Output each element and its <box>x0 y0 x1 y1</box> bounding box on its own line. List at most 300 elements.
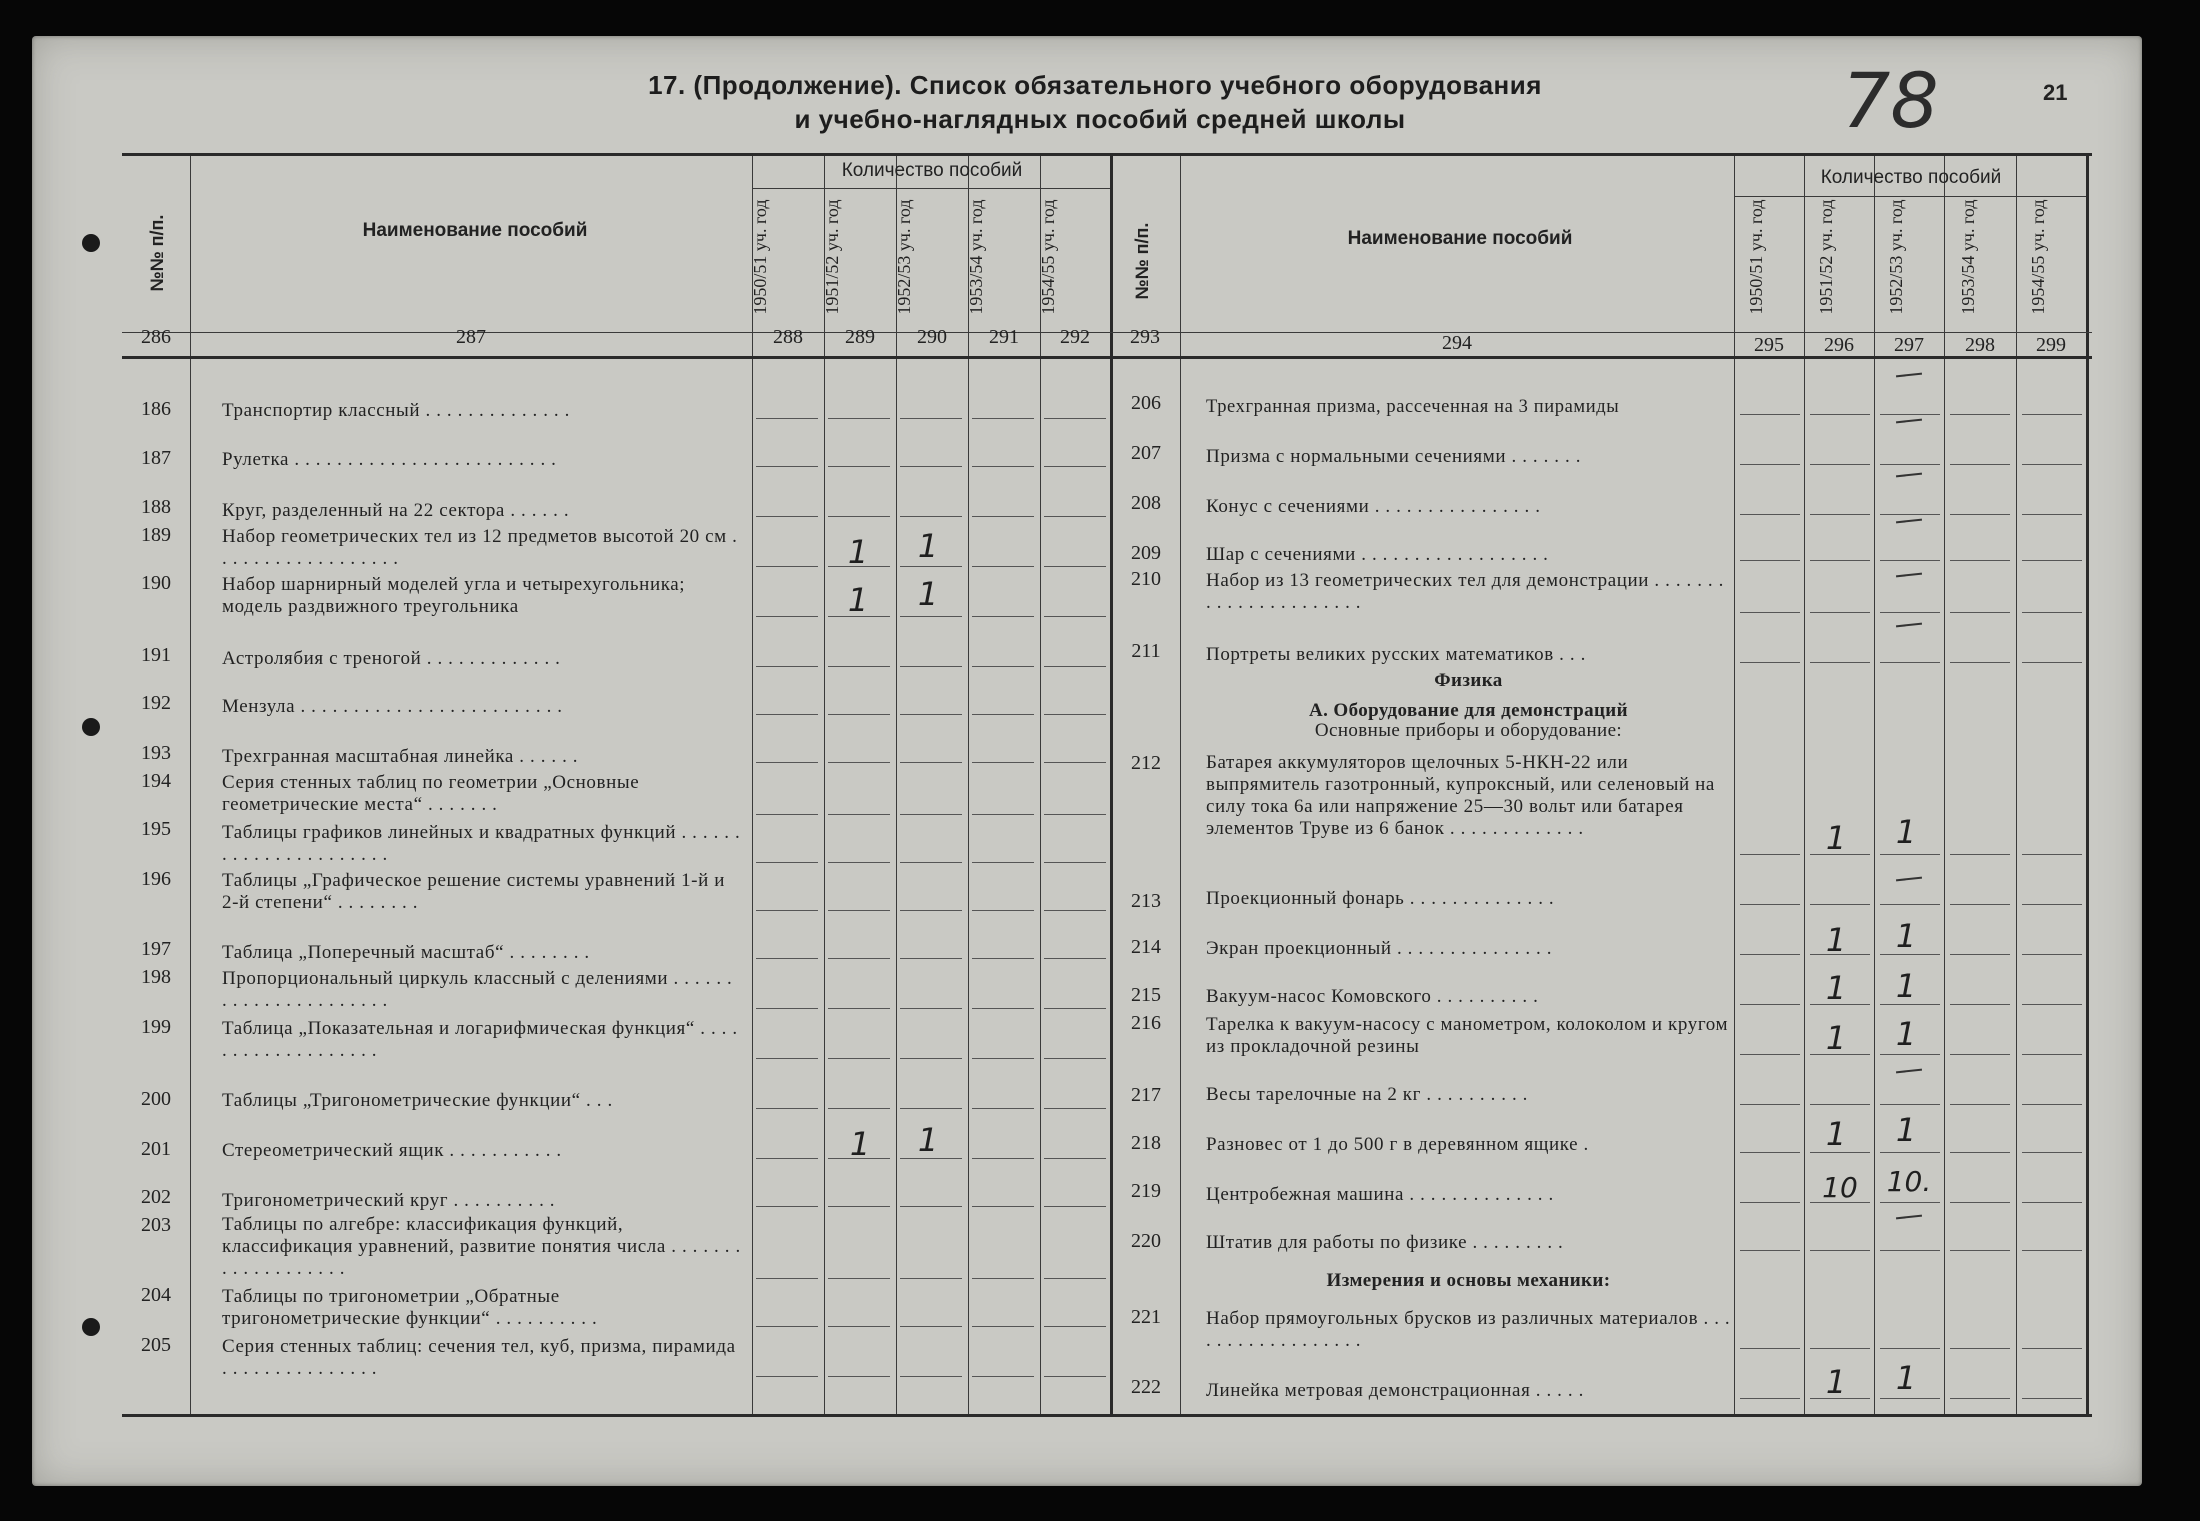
cell-rule <box>756 1058 818 1059</box>
cell-rule <box>900 516 962 517</box>
cell-rule <box>1880 1348 1940 1349</box>
row-number: 206 <box>1131 392 1161 414</box>
row-number: 222 <box>1131 1376 1161 1398</box>
column-number: 289 <box>845 326 875 348</box>
cell-rule <box>972 910 1034 911</box>
cell-rule <box>900 814 962 815</box>
cell-rule <box>1880 904 1940 905</box>
title-line-2: и учебно-наглядных пособий средней школы <box>794 104 1406 134</box>
row-text: Проекционный фонарь . . . . . . . . . . . . . . <box>1206 888 1555 909</box>
cell-rule <box>756 958 818 959</box>
cell-rule <box>900 566 962 567</box>
cell-rule <box>828 1008 890 1009</box>
cell-rule <box>1740 514 1800 515</box>
row-number: 217 <box>1131 1084 1161 1106</box>
row-text: Трехгранная масштабная линейка . . . . . . <box>222 746 579 767</box>
year-header: 1953/54 уч. год <box>966 199 986 315</box>
column-number: 290 <box>917 326 947 348</box>
cell-rule <box>972 1206 1034 1207</box>
cell-rule <box>2022 1054 2082 1055</box>
year-header: 1953/54 уч. год <box>1958 199 1978 315</box>
cell-rule <box>1950 464 2010 465</box>
cell-rule <box>1880 414 1940 415</box>
cell-rule <box>2022 1104 2082 1105</box>
cell-rule <box>756 466 818 467</box>
cell-rule <box>2022 560 2082 561</box>
cell-rule <box>900 466 962 467</box>
row-number: 186 <box>141 398 171 420</box>
cell-rule <box>1880 854 1940 855</box>
row-text: Таблицы графиков линейных и квадратных функций . . . . . . . . . . . . . . . . . . . . . . <box>222 822 741 865</box>
row-number: 194 <box>141 770 171 792</box>
cell-rule <box>1044 1108 1106 1109</box>
cell-rule <box>900 1326 962 1327</box>
row-text: Набор шарнирный моделей угла и четырехугольника; модель раздвижного треугольника <box>222 574 686 617</box>
row-text: Шар с сечениями . . . . . . . . . . . . . . . . . . <box>1206 544 1549 565</box>
num-header-right: №№ п/п. <box>1132 222 1152 300</box>
cell-rule <box>900 1278 962 1279</box>
cell-rule <box>1950 1348 2010 1349</box>
cell-rule <box>756 616 818 617</box>
cell-rule <box>2022 514 2082 515</box>
row-number: 187 <box>141 447 171 469</box>
cell-rule <box>1740 954 1800 955</box>
column-number: 288 <box>773 326 803 348</box>
cell-rule <box>1810 1250 1870 1251</box>
handwritten-number: 78 <box>1842 56 1939 145</box>
row-number: 210 <box>1131 568 1161 590</box>
cell-rule <box>1044 1206 1106 1207</box>
row-text: Мензула . . . . . . . . . . . . . . . . . . . . . . . . . <box>222 696 563 717</box>
column-number: 299 <box>2036 334 2066 356</box>
cell-rule <box>756 910 818 911</box>
cell-rule <box>756 1326 818 1327</box>
cell-rule <box>1044 466 1106 467</box>
cell-rule <box>1950 414 2010 415</box>
row-number: 188 <box>141 496 171 518</box>
handwritten-mark: 1 <box>1895 813 1917 851</box>
cell-rule <box>1044 418 1106 419</box>
year-header: 1952/53 уч. год <box>1886 199 1906 315</box>
handwritten-mark: 1 <box>1825 819 1847 857</box>
cell-rule <box>2022 1004 2082 1005</box>
row-number: 198 <box>141 966 171 988</box>
handwritten-mark: 1 <box>847 581 869 619</box>
section-demo: А. Оборудование для демонстраций <box>1308 700 1629 721</box>
row-text: Таблицы по алгебре: классификация функций, классификация уравнений, развитие понятия числа . . . . . . . . . . . . . . . . . . . <box>222 1214 741 1279</box>
cell-rule <box>1740 662 1800 663</box>
row-text: Разновес от 1 до 500 г в деревянном ящике . <box>1206 1134 1589 1155</box>
handwritten-mark: 10 <box>1822 1171 1858 1204</box>
cell-rule <box>756 814 818 815</box>
cell-rule <box>1810 662 1870 663</box>
year-header: 1954/55 уч. год <box>1038 199 1058 315</box>
cell-rule <box>828 910 890 911</box>
cell-rule <box>900 862 962 863</box>
qty-header-right: Количество пособий <box>1820 167 2002 188</box>
cell-rule <box>1810 1104 1870 1105</box>
cell-rule <box>756 1108 818 1109</box>
cell-rule <box>972 566 1034 567</box>
row-number: 201 <box>141 1138 171 1160</box>
cell-rule <box>1810 1348 1870 1349</box>
cell-rule <box>756 566 818 567</box>
cell-rule <box>756 1008 818 1009</box>
row-number: 216 <box>1131 1012 1161 1034</box>
cell-rule <box>972 466 1034 467</box>
row-number: 204 <box>141 1284 171 1306</box>
cell-rule <box>756 1206 818 1207</box>
row-number: 202 <box>141 1186 171 1208</box>
row-text: Круг, разделенный на 22 сектора . . . . . . <box>222 500 570 521</box>
row-number: 208 <box>1131 492 1161 514</box>
cell-rule <box>1740 464 1800 465</box>
handwritten-mark: 1 <box>1825 1363 1847 1401</box>
handwritten-mark: 1 <box>1895 1359 1917 1397</box>
row-text: Набор геометрических тел из 12 предметов высотой 20 см . . . . . . . . . . . . . . . . . . <box>222 526 738 569</box>
cell-rule <box>1950 1104 2010 1105</box>
cell-rule <box>2022 854 2082 855</box>
cell-rule <box>1880 1202 1940 1203</box>
row-number: 205 <box>141 1334 171 1356</box>
year-header: 1950/51 уч. год <box>1746 199 1766 315</box>
row-text: Таблицы „Графическое решение системы уравнений 1-й и 2-й степени“ . . . . . . . . <box>222 870 725 913</box>
num-header-left: №№ п/п. <box>147 214 167 292</box>
cell-rule <box>1740 1152 1800 1153</box>
cell-rule <box>1044 1008 1106 1009</box>
name-header-left: Наименование пособий <box>362 220 588 241</box>
cell-rule <box>2022 464 2082 465</box>
handwritten-mark: 1 <box>917 575 939 613</box>
cell-rule <box>1740 1104 1800 1105</box>
cell-rule <box>828 1278 890 1279</box>
cell-rule <box>1044 862 1106 863</box>
column-number: 294 <box>1442 332 1472 354</box>
cell-rule <box>756 1278 818 1279</box>
year-header: 1951/52 уч. год <box>822 199 842 315</box>
cell-rule <box>972 1008 1034 1009</box>
cell-rule <box>1880 612 1940 613</box>
cell-rule <box>828 1206 890 1207</box>
row-text: Экран проекционный . . . . . . . . . . . . . . . <box>1206 938 1553 959</box>
cell-rule <box>1044 516 1106 517</box>
cell-rule <box>828 418 890 419</box>
cell-rule <box>828 1108 890 1109</box>
cell-rule <box>900 958 962 959</box>
cell-rule <box>972 1158 1034 1159</box>
cell-rule <box>1950 1054 2010 1055</box>
cell-rule <box>1950 854 2010 855</box>
cell-rule <box>1740 560 1800 561</box>
row-text: Набор прямоугольных брусков из различных материалов . . . . . . . . . . . . . . . . . . <box>1206 1308 1731 1351</box>
column-number: 296 <box>1824 334 1854 356</box>
row-text: Трехгранная призма, рассеченная на 3 пирамиды <box>1206 397 1620 417</box>
row-number: 191 <box>141 644 171 666</box>
column-number: 297 <box>1894 334 1924 356</box>
row-number: 221 <box>1131 1306 1161 1328</box>
row-number: 212 <box>1131 752 1161 774</box>
cell-rule <box>756 762 818 763</box>
cell-rule <box>900 1376 962 1377</box>
cell-rule <box>972 1058 1034 1059</box>
cell-rule <box>900 1108 962 1109</box>
row-number: 214 <box>1131 936 1161 958</box>
cell-rule <box>828 762 890 763</box>
cell-rule <box>900 616 962 617</box>
handwritten-mark: 1 <box>917 1121 939 1159</box>
handwritten-mark: 1 <box>847 533 869 571</box>
cell-rule <box>972 958 1034 959</box>
cell-rule <box>1740 1054 1800 1055</box>
handwritten-mark: 1 <box>1825 1019 1847 1057</box>
year-header: 1954/55 уч. год <box>2028 199 2048 315</box>
cell-rule <box>756 862 818 863</box>
cell-rule <box>900 1008 962 1009</box>
cell-rule <box>756 1158 818 1159</box>
cell-rule <box>1740 414 1800 415</box>
cell-rule <box>972 418 1034 419</box>
row-text: Весы тарелочные на 2 кг . . . . . . . . . . <box>1206 1084 1529 1105</box>
year-header: 1950/51 уч. год <box>750 199 770 315</box>
cell-rule <box>756 516 818 517</box>
handwritten-mark: 1 <box>849 1125 871 1163</box>
cell-rule <box>900 666 962 667</box>
row-number: 195 <box>141 818 171 840</box>
cell-rule <box>1740 1202 1800 1203</box>
row-number: 203 <box>141 1214 171 1236</box>
cell-rule <box>828 516 890 517</box>
cell-rule <box>1044 714 1106 715</box>
cell-rule <box>2022 1348 2082 1349</box>
binder-hole <box>82 718 100 736</box>
handwritten-mark: 1 <box>1895 1015 1917 1053</box>
handwritten-mark: 1 <box>1825 969 1847 1007</box>
cell-rule <box>828 1058 890 1059</box>
page-number: 21 <box>2043 80 2068 105</box>
cell-rule <box>972 1326 1034 1327</box>
row-text: Таблица „Показательная и логарифмическая функция“ . . . . . . . . . . . . . . . . . . . <box>222 1018 738 1061</box>
cell-rule <box>1880 1152 1940 1153</box>
row-number: 218 <box>1131 1132 1161 1154</box>
handwritten-mark: 1 <box>1895 967 1917 1005</box>
column-number: 287 <box>456 326 486 348</box>
cell-rule <box>1880 1250 1940 1251</box>
cell-rule <box>1950 904 2010 905</box>
cell-rule <box>1880 1054 1940 1055</box>
cell-rule <box>1950 612 2010 613</box>
qty-header-left: Количество пособий <box>841 160 1023 181</box>
cell-rule <box>900 714 962 715</box>
row-number: 215 <box>1131 984 1161 1006</box>
cell-rule <box>1044 1278 1106 1279</box>
row-text: Призма с нормальными сечениями . . . . . . . <box>1206 446 1582 467</box>
cell-rule <box>828 466 890 467</box>
cell-rule <box>2022 1202 2082 1203</box>
row-text: Портреты великих русских математиков . . . <box>1206 644 1586 665</box>
cell-rule <box>1880 464 1940 465</box>
cell-rule <box>1044 616 1106 617</box>
row-number: 213 <box>1131 890 1161 912</box>
cell-rule <box>972 516 1034 517</box>
row-text: Вакуум-насос Комовского . . . . . . . . . . <box>1206 986 1539 1007</box>
cell-rule <box>1810 514 1870 515</box>
cell-rule <box>1950 514 2010 515</box>
cell-rule <box>1044 762 1106 763</box>
cell-rule <box>756 714 818 715</box>
row-number: 196 <box>141 868 171 890</box>
row-number: 211 <box>1131 640 1161 662</box>
cell-rule <box>1810 464 1870 465</box>
cell-rule <box>1044 910 1106 911</box>
section-main-devices: Основные приборы и оборудование: <box>1314 720 1623 741</box>
row-text: Серия стенных таблиц: сечения тел, куб, призма, пирамида . . . . . . . . . . . . . . . <box>222 1336 736 1379</box>
row-number: 219 <box>1131 1180 1161 1202</box>
row-text: Штатив для работы по физике . . . . . . . . . <box>1206 1232 1564 1253</box>
cell-rule <box>1740 854 1800 855</box>
year-header: 1951/52 уч. год <box>1816 199 1836 315</box>
row-text: Набор из 13 геометрических тел для демонстрации . . . . . . . . . . . . . . . . . . . . . . <box>1206 570 1724 613</box>
title-line-1: 17. (Продолжение). Список обязательного учебного оборудования <box>648 70 1542 100</box>
row-text: Центробежная машина . . . . . . . . . . . . . . <box>1206 1184 1554 1205</box>
cell-rule <box>1044 1158 1106 1159</box>
cell-rule <box>900 910 962 911</box>
row-text: Серия стенных таблиц по геометрии „Основные геометрические места“ . . . . . . . <box>222 772 640 815</box>
column-number: 292 <box>1060 326 1090 348</box>
cell-rule <box>2022 1152 2082 1153</box>
row-text: Стереометрический ящик . . . . . . . . . . . <box>222 1140 562 1161</box>
cell-rule <box>1044 1326 1106 1327</box>
row-text: Линейка метровая демонстрационная . . . . . <box>1206 1380 1584 1401</box>
cell-rule <box>1740 1004 1800 1005</box>
row-text: Рулетка . . . . . . . . . . . . . . . . . . . . . . . . . <box>222 449 557 470</box>
row-number: 209 <box>1131 542 1161 564</box>
cell-rule <box>900 1058 962 1059</box>
row-text: Транспортир классный . . . . . . . . . . . . . . <box>222 400 570 421</box>
cell-rule <box>1880 514 1940 515</box>
handwritten-mark: 1 <box>917 527 939 565</box>
binder-hole <box>82 1318 100 1336</box>
cell-rule <box>756 418 818 419</box>
cell-rule <box>1950 1202 2010 1203</box>
cell-rule <box>2022 1250 2082 1251</box>
cell-rule <box>1810 560 1870 561</box>
cell-rule <box>828 666 890 667</box>
row-text: Таблица „Поперечный масштаб“ . . . . . . . . <box>222 942 590 963</box>
cell-rule <box>1810 612 1870 613</box>
handwritten-mark: 10. <box>1886 1165 1932 1198</box>
column-number: 293 <box>1130 326 1160 348</box>
section-mechanics: Измерения и основы механики: <box>1326 1270 1611 1291</box>
cell-rule <box>1044 958 1106 959</box>
cell-rule <box>1740 1348 1800 1349</box>
cell-rule <box>900 1206 962 1207</box>
year-header: 1952/53 уч. год <box>894 199 914 315</box>
cell-rule <box>1950 954 2010 955</box>
cell-rule <box>1950 560 2010 561</box>
row-number: 192 <box>141 692 171 714</box>
cell-rule <box>828 1326 890 1327</box>
cell-rule <box>1810 414 1870 415</box>
handwritten-mark: 1 <box>1825 1115 1847 1153</box>
cell-rule <box>1740 904 1800 905</box>
cell-rule <box>756 666 818 667</box>
row-text: Астролябия с треногой . . . . . . . . . . . . . <box>222 648 561 669</box>
cell-rule <box>828 714 890 715</box>
cell-rule <box>1044 666 1106 667</box>
cell-rule <box>972 862 1034 863</box>
row-number: 200 <box>141 1088 171 1110</box>
cell-rule <box>828 958 890 959</box>
cell-rule <box>2022 662 2082 663</box>
cell-rule <box>972 1108 1034 1109</box>
cell-rule <box>2022 954 2082 955</box>
cell-rule <box>1880 662 1940 663</box>
name-header-right: Наименование пособий <box>1347 228 1573 249</box>
cell-rule <box>1740 1250 1800 1251</box>
column-number: 295 <box>1754 334 1784 356</box>
row-text: Таблицы по тригонометрии „Обратные тригонометрические функции“ . . . . . . . . . . <box>222 1286 598 1329</box>
cell-rule <box>1044 1376 1106 1377</box>
cell-rule <box>756 1376 818 1377</box>
cell-rule <box>1810 904 1870 905</box>
cell-rule <box>972 666 1034 667</box>
row-number: 207 <box>1131 442 1161 464</box>
row-number: 190 <box>141 572 171 594</box>
cell-rule <box>2022 612 2082 613</box>
cell-rule <box>1950 1250 2010 1251</box>
cell-rule <box>972 762 1034 763</box>
row-number: 189 <box>141 524 171 546</box>
row-number: 197 <box>141 938 171 960</box>
column-number: 291 <box>989 326 1019 348</box>
cell-rule <box>1044 1058 1106 1059</box>
cell-rule <box>1044 566 1106 567</box>
cell-rule <box>972 1376 1034 1377</box>
column-number: 298 <box>1965 334 1995 356</box>
cell-rule <box>1044 814 1106 815</box>
cell-rule <box>1950 1398 2010 1399</box>
row-text: Тарелка к вакуум-насосу с манометром, колоколом и кругом из прокладочной резины <box>1206 1014 1729 1057</box>
cell-rule <box>828 814 890 815</box>
handwritten-mark: 1 <box>1895 917 1917 955</box>
cell-rule <box>1880 1104 1940 1105</box>
cell-rule <box>1740 612 1800 613</box>
cell-rule <box>1950 1004 2010 1005</box>
section-physics: Физика <box>1434 670 1503 691</box>
cell-rule <box>1950 1152 2010 1153</box>
column-number: 286 <box>141 326 171 348</box>
cell-rule <box>828 1376 890 1377</box>
cell-rule <box>972 616 1034 617</box>
row-text: Батарея аккумуляторов щелочных 5-НКН-22 или выпрямитель газотронный, купроксный, или селеновый на силу тока 6а или напряжение 25—30 вольт или батарея элементов Труве из 6 банок . . . . . . . . . . . . . <box>1206 752 1715 839</box>
row-number: 220 <box>1131 1230 1161 1252</box>
cell-rule <box>900 762 962 763</box>
row-text: Конус с сечениями . . . . . . . . . . . . . . . . <box>1206 496 1541 517</box>
handwritten-mark: 1 <box>1895 1111 1917 1149</box>
cell-rule <box>2022 904 2082 905</box>
cell-rule <box>828 862 890 863</box>
cell-rule <box>972 1278 1034 1279</box>
cell-rule <box>2022 414 2082 415</box>
row-number: 193 <box>141 742 171 764</box>
row-text: Пропорциональный циркуль классный с делениями . . . . . . . . . . . . . . . . . . . . . . <box>222 968 733 1011</box>
row-text: Тригонометрический круг . . . . . . . . . . <box>222 1190 556 1211</box>
cell-rule <box>972 814 1034 815</box>
cell-rule <box>1880 1398 1940 1399</box>
cell-rule <box>900 418 962 419</box>
cell-rule <box>1880 560 1940 561</box>
cell-rule <box>1740 1398 1800 1399</box>
